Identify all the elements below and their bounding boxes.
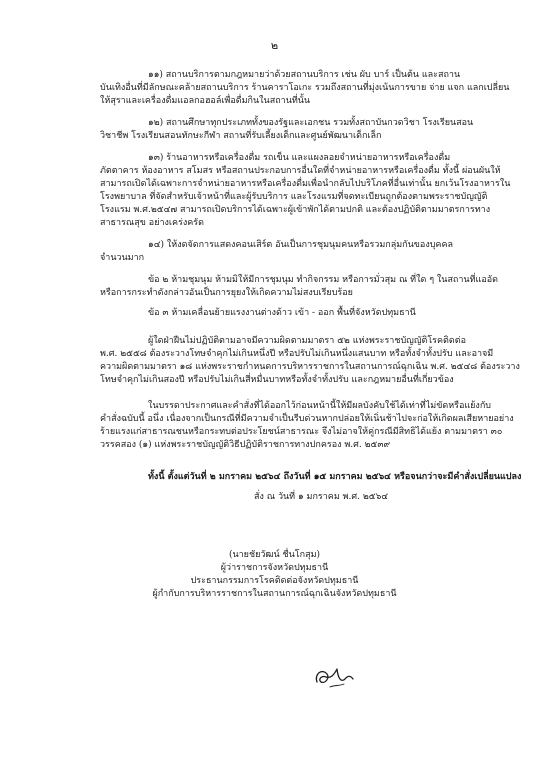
- urgency-line-2: คำสั่งฉบับนี้ อนึ่ง เนื่องจากเป็นกรณีที่มีความจำเป็นรีบด่วนหากปล่อยให้เนิ่นช้าไปจะก่อให้เกิดผลเสียหายอย่าง: [100, 414, 514, 424]
- item-14-line-2: จำนวนมาก: [100, 253, 145, 263]
- clause-2-line-2: หรือการกระทำดังกล่าวอันเป็นการยุยงให้เกิดความไม่สงบเรียบร้อย: [100, 288, 353, 298]
- signer-title-committee-chair: ประธานกรรมการโรคติดต่อจังหวัดปทุมธานี: [190, 576, 359, 586]
- handwritten-signature: [308, 660, 358, 694]
- item-12-line-1: ๑๒) สถานศึกษาทุกประเภททั้งของรัฐและเอกชน รวมทั้งสถาบันกวดวิชา โรงเรียนสอน: [148, 118, 474, 128]
- signer-title-emergency-supervisor: ผู้กำกับการบริหารราชการในสถานการณ์ฉุกเฉินจังหวัดปทุมธานี: [152, 589, 397, 599]
- page-number: ๒: [270, 39, 279, 52]
- item-13-line-5: โรงแรม พ.ศ.๒๕๔๗ สามารถเปิดบริการได้เฉพาะผู้เข้าพักได้ตามปกติ และต้องปฏิบัติตามมาตรการทาง: [100, 205, 491, 215]
- urgency-line-4: วรรคสอง (๑) แห่งพระราชบัญญัติวิธีปฏิบัติราชการทางปกครอง พ.ศ. ๒๕๓๙: [100, 440, 391, 450]
- urgency-line-1: ในบรรดาประกาศและคำสั่งที่ได้ออกไว้ก่อนหน้านี้ให้มีผลบังคับใช้ได้เท่าที่ไม่ขัดหรือแย้งกับ: [148, 401, 491, 411]
- item-12-line-2: วิชาชีพ โรงเรียนสอนทักษะกีฬา สถานที่รับเลี้ยงเด็กและศูนย์พัฒนาเด็กเล็ก: [100, 131, 382, 141]
- item-13-line-3: สามารถเปิดได้เฉพาะการจำหน่ายอาหารหรือเครื่องดื่มเพื่อนำกลับไปบริโภคที่อื่นเท่านั้น ยกเว้นโรงอาหารใน: [100, 179, 511, 189]
- item-13-line-2: ภัตตาคาร ห้องอาหาร สโมสร หรือสถานประกอบการอื่นใดที่จำหน่ายอาหารหรือเครื่องดื่ม ทั้งนี้ ผ่อนผันให้: [100, 166, 501, 176]
- effective-period: ทั้งนี้ ตั้งแต่วันที่ ๒ มกราคม ๒๕๖๔ ถึงวันที่ ๑๕ มกราคม ๒๕๖๔ หรือจนกว่าจะมีคำสั่งเปลี่ยนแปลง: [148, 472, 522, 482]
- item-11-line-3: ให้สุราและเครื่องดื่มแอลกอฮอล์เพื่อดื่มกินในสถานที่นั้น: [100, 96, 311, 106]
- penalty-line-1: ผู้ใดฝ่าฝืนไม่ปฏิบัติตามอาจมีความผิดตามมาตรา ๕๒ แห่งพระราชบัญญัติโรคติดต่อ: [148, 336, 466, 346]
- urgency-line-3: ร้ายแรงแก่สาธารณชนหรือกระทบต่อประโยชน์สาธารณะ จึงไม่อาจให้คู่กรณีมีสิทธิได้แย้ง ตามมาตรา ๓๐: [100, 427, 503, 437]
- item-13-line-1: ๑๓) ร้านอาหารหรือเครื่องดื่ม รถเข็น และแผงลอยจำหน่ายอาหารหรือเครื่องดื่ม: [148, 153, 451, 163]
- signer-title-governor: ผู้ว่าราชการจังหวัดปทุมธานี: [220, 563, 329, 573]
- signer-name: (นายชัยวัฒน์ ชื่นโกสุม): [228, 550, 321, 560]
- item-13-line-6: สาธารณสุข อย่างเคร่งครัด: [100, 218, 204, 228]
- penalty-line-2: พ.ศ. ๒๕๕๘ ต้องระวางโทษจำคุกไม่เกินหนึ่งปี หรือปรับไม่เกินหนึ่งแสนบาท หรือทั้งจำทั้งปรับ และอาจมี: [100, 349, 494, 359]
- item-11-line-2: บันเทิงอื่นที่มีลักษณะคล้ายสถานบริการ ร้านคาราโอเกะ รวมถึงสถานที่มุ่งเน้นการขาย จ่าย แจก แลกเปลี่ยน: [100, 83, 510, 93]
- item-13-line-4: โรงพยาบาล ที่จัดสำหรับเจ้าหน้าที่และผู้รับบริการ และโรงแรมที่จดทะเบียนถูกต้องตามพระราชบัญญัติ: [100, 192, 488, 202]
- item-11-line-1: ๑๑) สถานบริการตามกฎหมายว่าด้วยสถานบริการ เช่น ผับ บาร์ เป็นต้น และสถาน: [148, 70, 461, 80]
- clause-3: ข้อ ๓ ห้ามเคลื่อนย้ายแรงงานต่างด้าว เข้า - ออก พื้นที่จังหวัดปทุมธานี: [148, 308, 416, 318]
- penalty-line-4: โทษจำคุกไม่เกินสองปี หรือปรับไม่เกินสี่หมื่นบาทหรือทั้งจำทั้งปรับ และกฎหมายอื่นที่เกี่ยวข้อง: [100, 375, 454, 385]
- item-14-line-1: ๑๔) ให้งดจัดการแสดงคอนเสิร์ต อันเป็นการชุมนุมคนหรือรวมกลุ่มกันของบุคคล: [148, 240, 453, 250]
- penalty-line-3: ความผิดตามมาตรา ๑๘ แห่งพระราชกำหนดการบริหารราชการในสถานการณ์ฉุกเฉิน พ.ศ. ๒๕๔๘ ต้องระวาง: [100, 362, 520, 372]
- clause-2-line-1: ข้อ ๒ ห้ามชุมนุม ห้ามมิให้มีการชุมนุม ทำกิจกรรม หรือการมั่วสุม ณ ที่ใด ๆ ในสถานที่แออัด: [148, 275, 498, 285]
- order-date: สั่ง ณ วันที่ ๑ มกราคม พ.ศ. ๒๕๖๔: [254, 492, 389, 502]
